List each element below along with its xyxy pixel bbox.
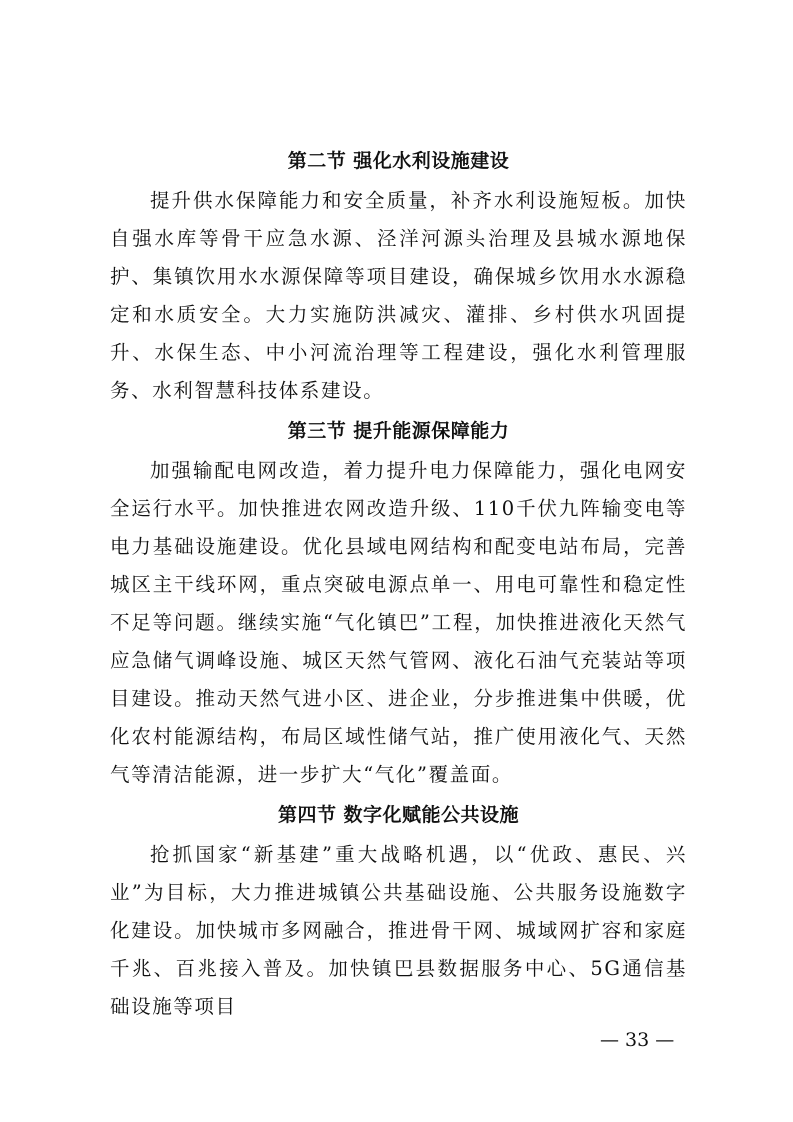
section-title-digital: 第四节 数字化赋能公共设施 (277, 804, 520, 826)
section-title-water: 第二节 强化水利设施建设 (287, 150, 510, 172)
section-paragraph-digital: 抢抓国家“新基建”重大战略机遇，以“优政、惠民、兴业”为目标，大力推进城镇公共基础设施、公共服务设施数字化建设。加快城市多网融合，推进骨干网、城域网扩容和家庭千兆、百兆接入普及。加快镇巴县数据服务中心、5G通信基础设施等项目 (110, 843, 687, 1018)
document-body (110, 140, 687, 1026)
section-title-energy: 第三节 提升能源保障能力 (287, 420, 510, 442)
section-paragraph-water: 提升供水保障能力和安全质量，补齐水利设施短板。加快自强水库等骨干应急水源、泾洋河源头治理及县城水源地保护、集镇饮用水水源保障等项目建设，确保城乡饮用水水源稳定和水质安全。大力实施防洪减灾、灌排、乡村供水巩固提升、水保生态、中小河流治理等工程建设，强化水利管理服务、水利智慧科技体系建设。 (110, 189, 687, 402)
page-number: — 33 — (600, 1029, 675, 1051)
section-paragraph-energy: 加强输配电网改造，着力提升电力保障能力，强化电网安全运行水平。加快推进农网改造升级、110千伏九阵输变电等电力基础设施建设。优化县域电网结构和配变电站布局，完善城区主干线环网，重点突破电源点单一、用电可靠性和稳定性不足等问题。继续实施“气化镇巴”工程，加快推进液化天然气应急储气调峰设施、城区天然气管网、液化石油气充装站等项目建设。推动天然气进小区、进企业，分步推进集中供暖，优化农村能源结构，布局区域性储气站，推广使用液化气、天然气等清洁能源，进一步扩大“气化”覆盖面。 (110, 459, 687, 786)
